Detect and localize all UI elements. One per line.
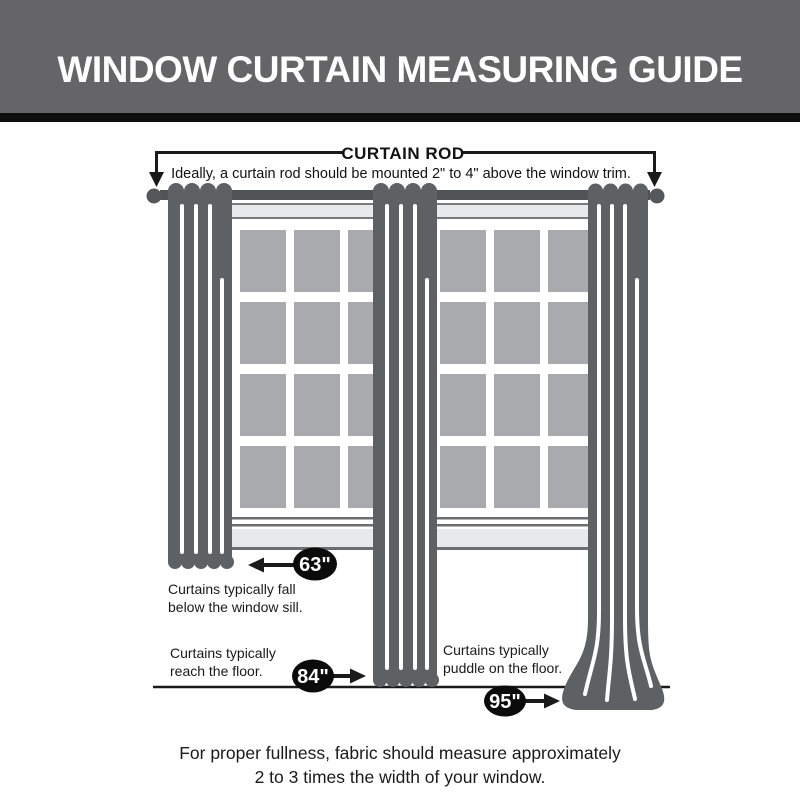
window-pane <box>440 374 486 436</box>
measurement-label: Curtains typically <box>443 642 549 658</box>
curtain-center-floor-length <box>373 183 439 687</box>
window-pane <box>548 302 594 364</box>
window-pane <box>240 374 286 436</box>
curtain-bottom-scallop <box>181 555 195 569</box>
rod-callout <box>149 144 662 187</box>
down-arrow-icon <box>149 172 164 187</box>
right-arrow-icon <box>544 694 560 709</box>
curtain-bottom-scallop <box>194 555 208 569</box>
window-pane <box>494 446 540 508</box>
window-pane <box>548 446 594 508</box>
window-pane <box>494 374 540 436</box>
length-badge-text: 95" <box>489 691 521 713</box>
down-arrow-icon <box>647 172 662 187</box>
curtain-bottom-scallop <box>168 555 182 569</box>
curtain-bottom-scallop <box>412 673 426 687</box>
curtain-left-sill-length <box>168 183 234 569</box>
page-title: WINDOW CURTAIN MEASURING GUIDE <box>57 48 743 90</box>
window-pane <box>294 230 340 292</box>
measurement-label: Curtains typically fall <box>168 581 296 597</box>
curtain-bottom-scallop <box>425 673 439 687</box>
window-pane <box>494 230 540 292</box>
rod-finial-icon <box>147 189 162 204</box>
window-pane <box>294 374 340 436</box>
right-arrow-icon <box>350 669 366 684</box>
window-pane <box>440 230 486 292</box>
rod-finial-icon <box>650 189 665 204</box>
fullness-note-line1: For proper fullness, fabric should measure approximately <box>179 743 621 763</box>
measurement-84 <box>170 645 366 693</box>
window-pane <box>548 230 594 292</box>
window-pane <box>294 302 340 364</box>
left-arrow-icon <box>248 558 264 573</box>
window-pane <box>440 446 486 508</box>
rod-callout-description: Ideally, a curtain rod should be mounted 2" to 4" above the window trim. <box>171 166 631 182</box>
measurement-label: puddle on the floor. <box>443 660 563 676</box>
measurement-95 <box>443 642 562 717</box>
window-pane <box>240 230 286 292</box>
window-pane <box>548 374 594 436</box>
length-badge-text: 84" <box>297 666 329 688</box>
curtain-bottom-scallop <box>399 673 413 687</box>
window-pane <box>240 302 286 364</box>
length-badge-text: 63" <box>299 554 331 576</box>
window-pane <box>440 302 486 364</box>
measurement-label: Curtains typically <box>170 645 276 661</box>
curtain-bottom-scallop <box>373 673 387 687</box>
fullness-note <box>0 741 800 789</box>
curtain-bottom-scallop <box>386 673 400 687</box>
window-pane <box>294 446 340 508</box>
rod-callout-title: CURTAIN ROD <box>341 144 465 163</box>
fullness-note-line2: 2 to 3 times the width of your window. <box>254 767 546 787</box>
measurement-label: reach the floor. <box>170 663 263 679</box>
window-pane <box>240 446 286 508</box>
curtain-bottom-scallop <box>207 555 221 569</box>
curtain-bottom-scallop <box>220 555 234 569</box>
window-pane <box>494 302 540 364</box>
measurement-label: below the window sill. <box>168 599 303 615</box>
